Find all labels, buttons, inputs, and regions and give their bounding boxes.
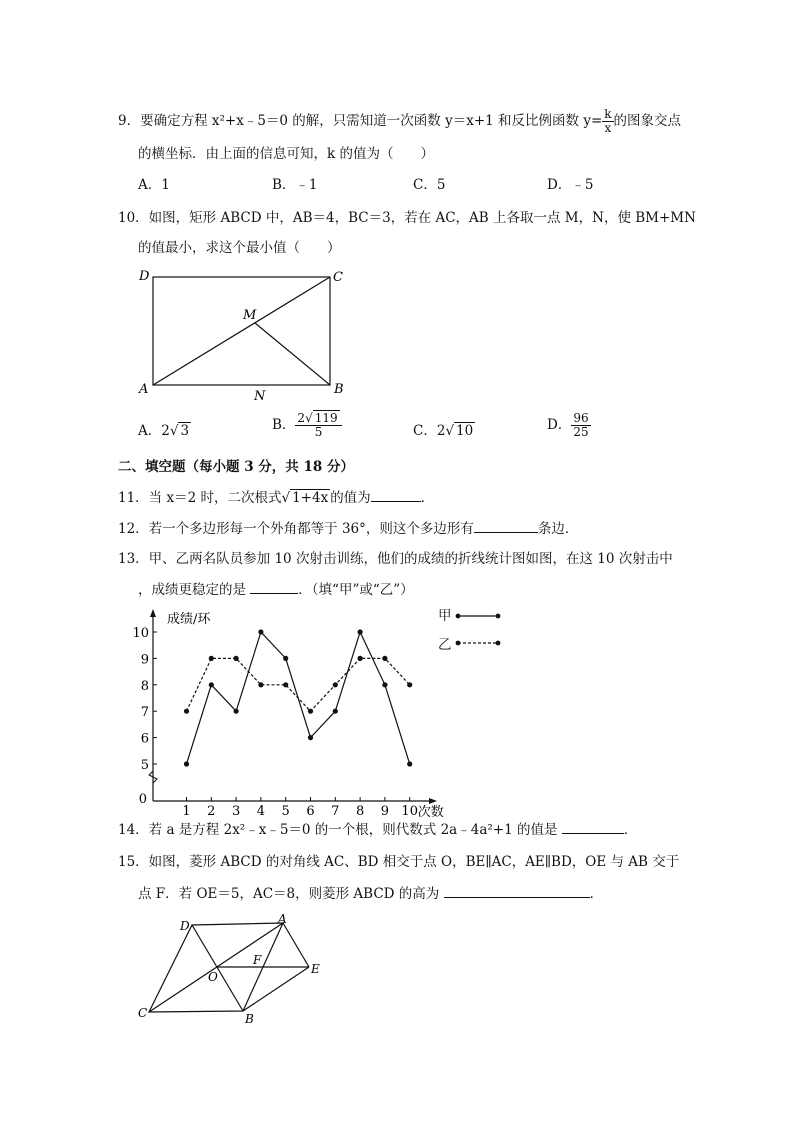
q15-line2: 点 F．若 OE＝5，AC＝8，则菱形 ABCD 的高为 ． bbox=[138, 886, 604, 902]
y-tick-label: 9 bbox=[140, 652, 149, 668]
y-tick-label: 8 bbox=[140, 678, 149, 694]
legend-jia-label: 甲 bbox=[438, 608, 452, 624]
q14-line: 14．若 a 是方程 2x²﹣x﹣5＝0 的一个根，则代数式 2a﹣4a²+1 的值是 ． bbox=[118, 822, 638, 838]
data-point-jia bbox=[258, 629, 263, 634]
q9-line2: 的横坐标．由上面的信息可知，k 的值为（ ） bbox=[138, 146, 434, 162]
data-point-yi bbox=[283, 682, 288, 687]
diagonal-bd bbox=[192, 925, 243, 1011]
q10-line2: 的值最小，求这个最小值（ ） bbox=[138, 240, 341, 256]
q9-option-d: D．﹣5 bbox=[547, 177, 594, 193]
q10-option-b: B． $\frac{2√ 119}{5}$ bbox=[272, 412, 342, 439]
q13-line-chart bbox=[132, 603, 515, 820]
data-point-jia bbox=[308, 735, 313, 740]
q9-frac-den: x bbox=[604, 121, 612, 135]
label-a: A bbox=[278, 912, 287, 926]
x-tick-label: 4 bbox=[256, 804, 266, 819]
q9-line1 bbox=[118, 108, 681, 135]
section-heading: 二、填空题（每小题 3 分，共 18 分） bbox=[118, 459, 354, 475]
data-point-jia bbox=[283, 656, 288, 661]
data-point-yi bbox=[308, 709, 313, 714]
segment-ae bbox=[283, 923, 309, 967]
q12-line: 12．若一个多边形每一个外角都等于 36°，则这个多边形有 条边． bbox=[118, 521, 579, 537]
legend-jia bbox=[438, 607, 452, 625]
x-tick-label: 3 bbox=[231, 804, 241, 819]
label-c: C bbox=[333, 270, 343, 285]
q15-line1: 15．如图，菱形 ABCD 的对角线 AC、BD 相交于点 O，BE∥AC，AE∥BD，OE 与 AB 交于 bbox=[118, 854, 680, 870]
origin-label: 0 bbox=[138, 792, 147, 807]
label-n: N bbox=[254, 389, 266, 404]
sqrt-symbol: √ 1+4x bbox=[281, 490, 329, 506]
x-axis-title: 次数 bbox=[417, 805, 444, 820]
label-b: B bbox=[245, 1012, 254, 1026]
y-axis-title: 成绩/环 bbox=[167, 612, 211, 627]
y-tick-label: 6 bbox=[140, 731, 149, 747]
q10-option-c: C．2√ 10 bbox=[413, 423, 474, 439]
q11-answer-blank[interactable] bbox=[371, 488, 421, 502]
y-axis-arrow bbox=[150, 609, 156, 617]
segment-mb bbox=[255, 323, 330, 385]
q10-optd-fraction: $\frac{96}{25}$ bbox=[573, 411, 589, 439]
q10-option-a: A．2√ 3 bbox=[138, 423, 190, 439]
x-tick-label: 5 bbox=[281, 804, 290, 819]
y-tick-label: 5 bbox=[140, 758, 149, 773]
q15-rhombus-figure bbox=[135, 910, 335, 1030]
x-tick-label: 7 bbox=[331, 804, 340, 819]
data-point-jia bbox=[358, 629, 363, 634]
data-point-yi bbox=[234, 656, 239, 661]
data-point-yi bbox=[184, 709, 189, 714]
x-tick-label: 1 bbox=[182, 804, 191, 819]
x-tick-label: 9 bbox=[380, 804, 390, 819]
label-b: B bbox=[334, 382, 344, 397]
data-point-yi bbox=[407, 682, 412, 687]
data-point-jia bbox=[382, 682, 387, 687]
q13-line1: 13．甲、乙两名队员参加 10 次射击训练，他们的成绩的折线统计图如图，在这 10 次射击中 bbox=[118, 551, 673, 567]
legend-jia-swatch bbox=[452, 610, 504, 622]
data-point-jia bbox=[407, 761, 412, 766]
q14-answer-blank[interactable] bbox=[562, 820, 624, 834]
sqrt-symbol: √ 10 bbox=[445, 423, 474, 439]
data-point-yi bbox=[258, 682, 263, 687]
y-tick-label: 10 bbox=[132, 626, 149, 641]
sqrt-symbol: √ 119 bbox=[305, 411, 338, 425]
x-tick-label: 8 bbox=[355, 804, 365, 819]
label-f: F bbox=[253, 953, 262, 967]
q9-fraction bbox=[602, 108, 613, 135]
q10-optb-fraction: $\frac{2√ 119}{5}$ bbox=[295, 412, 341, 439]
data-point-yi bbox=[358, 656, 363, 661]
x-tick-label: 10 bbox=[401, 804, 418, 819]
q12-answer-blank[interactable] bbox=[474, 519, 538, 533]
data-point-jia bbox=[184, 761, 189, 766]
q13-line2: ，成绩更稳定的是 ．（填“甲”或“乙”） bbox=[138, 582, 414, 598]
label-a: A bbox=[139, 382, 149, 397]
diagonal-ac bbox=[153, 277, 330, 385]
label-o: O bbox=[208, 970, 218, 984]
label-m: M bbox=[243, 308, 257, 323]
q9-option-a: A．1 bbox=[138, 177, 170, 193]
label-d: D bbox=[139, 269, 150, 284]
q15-answer-blank[interactable] bbox=[444, 884, 590, 898]
label-e: E bbox=[311, 962, 320, 976]
legend-yi-label: 乙 bbox=[438, 637, 452, 653]
q9-option-c: C．5 bbox=[413, 177, 446, 193]
data-point-yi bbox=[333, 682, 338, 687]
q11-line: 11．当 x＝2 时，二次根式√ 1+4x 的值为 ． bbox=[118, 490, 435, 506]
legend-yi-swatch bbox=[452, 637, 504, 649]
data-point-jia bbox=[333, 709, 338, 714]
q13-answer-blank[interactable] bbox=[250, 580, 298, 594]
x-axis-arrow bbox=[429, 798, 437, 804]
x-tick-label: 2 bbox=[207, 804, 216, 819]
legend-yi bbox=[438, 636, 452, 654]
q9-text-b: 的图象交点 bbox=[613, 113, 682, 129]
q9-frac-num: k bbox=[604, 107, 612, 121]
y-tick-label: 7 bbox=[140, 705, 149, 721]
data-point-yi bbox=[382, 656, 387, 661]
q10-line1: 10．如图，矩形 ABCD 中，AB＝4，BC＝3，若在 AC，AB 上各取一点 M，N，使 BM+MN bbox=[118, 210, 696, 226]
q10-rectangle-figure bbox=[135, 266, 350, 406]
data-point-jia bbox=[209, 682, 214, 687]
x-tick-label: 6 bbox=[306, 804, 315, 819]
q10-option-d: D． $\frac{96}{25}$ bbox=[547, 411, 589, 439]
q9-option-b: B．﹣1 bbox=[272, 177, 318, 193]
data-point-yi bbox=[209, 656, 214, 661]
q9-text-a: 9．要确定方程 x²+x﹣5＝0 的解，只需知道一次函数 y＝x+1 和反比例函数 y= bbox=[118, 113, 603, 129]
sqrt-symbol: √ 3 bbox=[169, 423, 190, 439]
label-d: D bbox=[180, 919, 190, 933]
data-point-jia bbox=[234, 709, 239, 714]
label-c: C bbox=[138, 1006, 148, 1020]
